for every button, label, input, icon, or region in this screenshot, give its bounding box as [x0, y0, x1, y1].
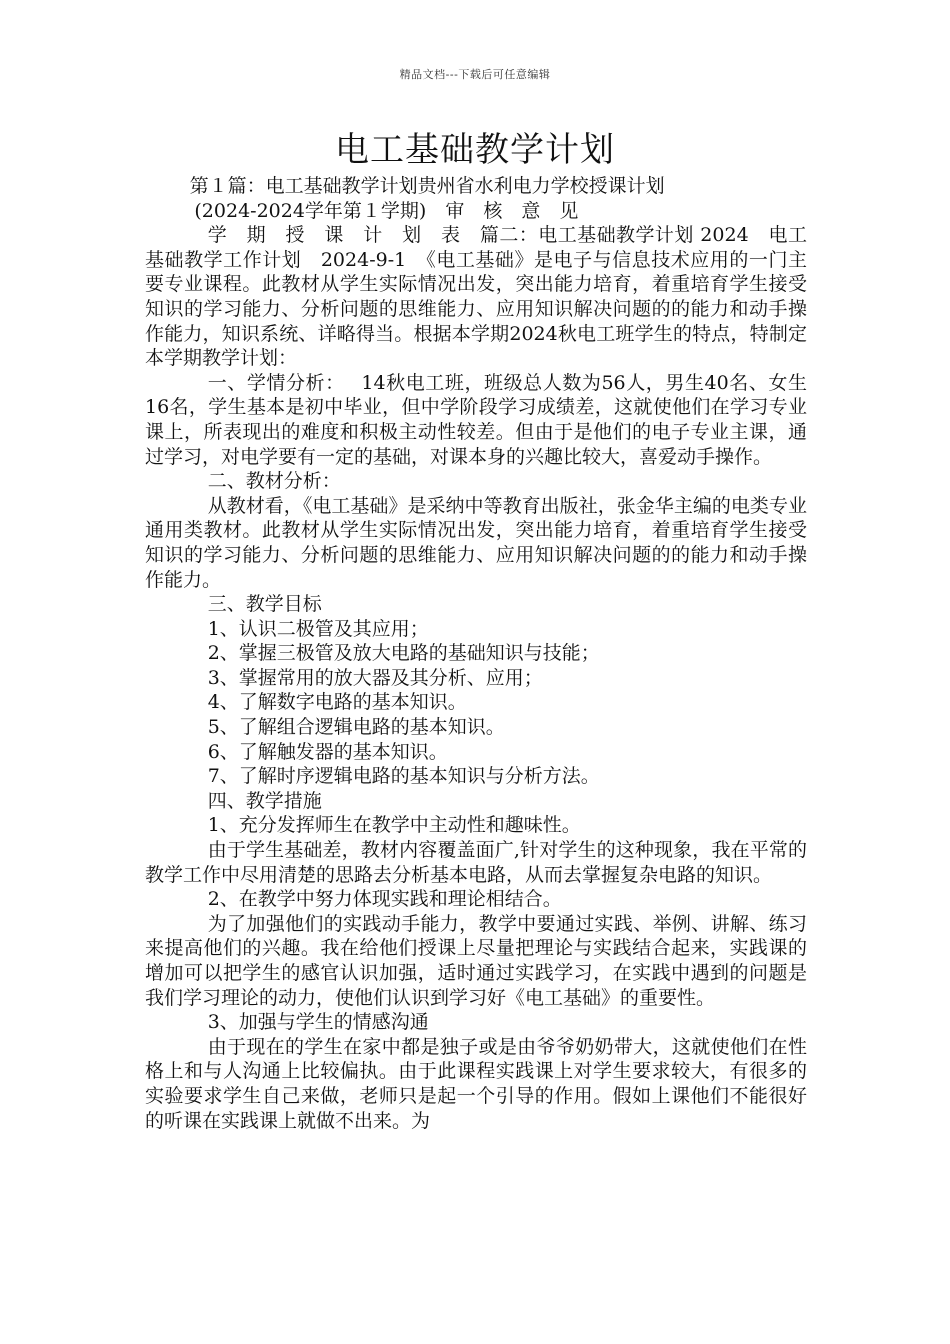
body-paragraph: 7、了解时序逻辑电路的基本知识与分析方法。: [207, 765, 600, 788]
body-paragraph: 学 期 授 课 计 划 表 篇二：电工基础教学计划 2024 电工基础教学工作计划 2024-9-1 《电工基础》是电子与信息技术应用的一门主要专业课程。此教材从学生实际情况出发，突出能力培育，着重培育学生接受知识的学习能力、分析问题的思维能力、应用知识解决问题的的能力和动手操作能力，知识系统、详略得当。根据本学期2024秋电工班学生的特点，特制定本学期教学计划：: [145, 224, 807, 370]
document-title: 电工基础教学计划: [335, 130, 615, 170]
body-paragraph: 5、了解组合逻辑电路的基本知识。: [207, 716, 505, 739]
page-header-note: 精品文档---下载后可任意编辑: [399, 68, 551, 81]
body-paragraph: 第１篇：电工基础教学计划贵州省水利电力学校授课计划: [189, 175, 665, 197]
body-paragraph: 三、教学目标: [207, 593, 322, 616]
body-paragraph: 四、教学措施: [207, 789, 322, 812]
body-paragraph: 由于现在的学生在家中都是独子或是由爷爷奶奶带大，这就使他们在性格上和与人沟通上比较偏执。由于此课程实践课上对学生要求较大，有很多的实验要求学生自己来做，老师只是起一个引导的作用。假如上课他们不能很好的听课在实践课上就做不出来。为: [145, 1035, 807, 1132]
body-paragraph: 由于学生基础差，教材内容覆盖面广,针对学生的这种现象，我在平常的教学工作中尽用清楚的思路去分析基本电路，从而去掌握复杂电路的知识。: [145, 839, 807, 886]
body-paragraph: 3、掌握常用的放大器及其分析、应用；: [207, 666, 543, 689]
body-paragraph: 1、认识二极管及其应用；: [207, 617, 429, 640]
body-paragraph: 1、充分发挥师生在教学中主动性和趣味性。: [207, 814, 581, 837]
body-paragraph: 从教材看，《电工基础》是采纳中等教育出版社，张金华主编的电类专业通用类教材。此教材从学生实际情况出发，突出能力培育，着重培育学生接受知识的学习能力、分析问题的思维能力、应用知识解决问题的的能力和动手操作能力。: [145, 494, 807, 591]
body-paragraph: (2024-2024学年第１学期) 审 核 意 见: [194, 199, 579, 222]
body-paragraph: 一、学情分析： 14秋电工班，班级总人数为56人，男生40名、女生16名，学生基本是初中毕业，但中学阶段学习成绩差，这就使他们在学习专业课上，所表现出的难度和积极主动性较差。但由于是他们的电子专业主课，通过学习，对电学要有一定的基础，对课本身的兴趣比较大，喜爱动手操作。: [145, 371, 807, 468]
body-paragraph: 2、掌握三极管及放大电路的基础知识与技能；: [207, 642, 600, 665]
document-body: [145, 174, 807, 1133]
body-paragraph: 二、教材分析：: [207, 470, 341, 493]
body-paragraph: 4、了解数字电路的基本知识。: [207, 691, 467, 714]
body-paragraph: 3、加强与学生的情感沟通: [207, 1011, 429, 1034]
body-paragraph: 为了加强他们的实践动手能力，教学中要通过实践、举例、讲解、练习来提高他们的兴趣。我在给他们授课上尽量把理论与实践结合起来，实践课的增加可以把学生的感官认识加强，适时通过实践学习，在实践中遇到的问题是我们学习理论的动力，使他们认识到学习好《电工基础》的重要性。: [145, 912, 807, 1009]
body-paragraph: 6、了解触发器的基本知识。: [207, 740, 448, 763]
body-paragraph: 2、在教学中努力体现实践和理论相结合。: [207, 888, 562, 911]
